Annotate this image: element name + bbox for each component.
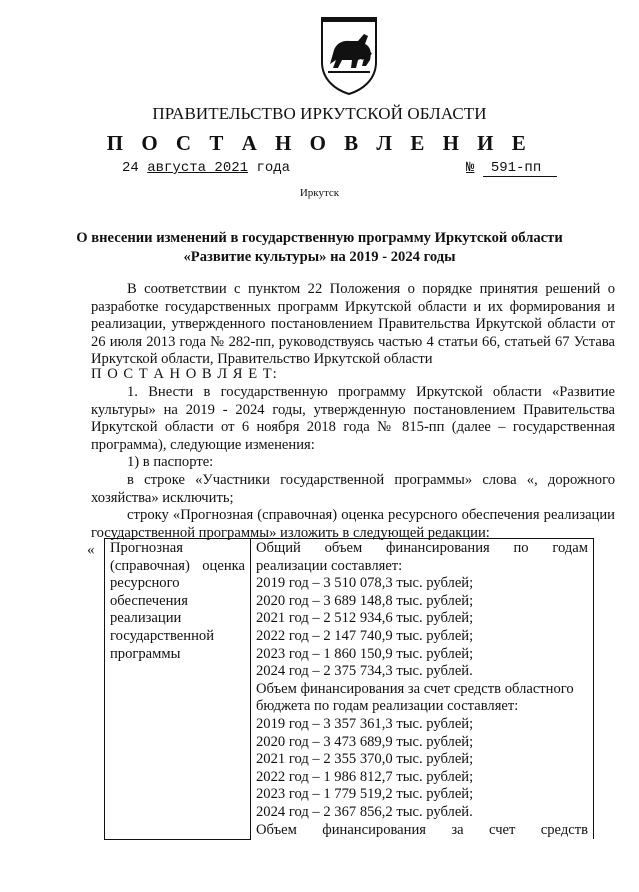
resolution bbox=[91, 366, 615, 384]
list-item: 2019 год – 3 510 078,3 тыс. рублей; bbox=[256, 575, 474, 592]
list-item: 2022 год – 2 147 740,9 тыс. рублей; bbox=[256, 627, 474, 644]
paragraph-participants: в строке «Участники государственной программы» слова «, дорожного хозяйства» исключить; bbox=[91, 471, 615, 506]
number-sign: № bbox=[466, 160, 475, 176]
point-1 bbox=[91, 384, 615, 542]
list-item: 2023 год – 1 779 519,2 тыс. рублей; bbox=[256, 786, 474, 803]
list-item: 2021 год – 2 512 934,6 тыс. рублей; bbox=[256, 610, 474, 627]
list-item: 2022 год – 1 986 812,7 тыс. рублей; bbox=[256, 768, 474, 785]
document-title bbox=[0, 229, 639, 267]
row-label-line: программы bbox=[110, 645, 181, 662]
regional-heading-line: бюджета по годам реализации составляет: bbox=[256, 698, 519, 715]
list-item: 2020 год – 3 689 148,8 тыс. рублей; bbox=[256, 592, 474, 609]
resource-table bbox=[104, 538, 594, 840]
paragraph-passport: 1) в паспорте: bbox=[127, 454, 214, 471]
date-suffix: года bbox=[256, 160, 291, 176]
government-name: ПРАВИТЕЛЬСТВО ИРКУТСКОЙ ОБЛАСТИ bbox=[152, 104, 487, 123]
row-label-line: государственной bbox=[110, 627, 215, 644]
regional-heading-line: Объем финансирования за счет средств областного bbox=[256, 680, 574, 697]
opening-quote: « bbox=[87, 542, 95, 558]
document-type: П О С Т А Н О В Л Е Н И Е bbox=[106, 131, 533, 155]
row-label-line: обеспечения bbox=[110, 592, 188, 609]
irkutsk-coat-of-arms-icon bbox=[318, 14, 380, 96]
last-line: Объем финансирования за счет средств bbox=[256, 821, 588, 838]
resolves-word: П О С Т А Н О В Л Я Е Т: bbox=[91, 366, 278, 382]
row-label-line: ресурсного bbox=[110, 575, 180, 592]
paragraph-point-1: 1. Внести в государственную программу Иркутской области «Развитие культуры» на 2019 - 2024 годы, утвержденную постановлением Правительства Иркутской области от 6 ноября 2018 года № 815-пп (далее – государственная программа), следующие изменения: bbox=[91, 384, 615, 453]
row-label-line: реализации bbox=[110, 610, 182, 627]
list-item: 2019 год – 3 357 361,3 тыс. рублей; bbox=[256, 715, 474, 732]
row-value-cell bbox=[251, 539, 594, 840]
title-line-1: О внесении изменений в государственную программу Иркутской области bbox=[76, 230, 563, 246]
date-month-year: августа 2021 bbox=[147, 160, 249, 176]
list-item: 2024 год – 2 375 734,3 тыс. рублей. bbox=[256, 663, 473, 680]
list-item: 2020 год – 3 473 689,9 тыс. рублей; bbox=[256, 733, 474, 750]
number-value: 591-пп bbox=[483, 160, 557, 177]
document-number bbox=[466, 160, 557, 177]
preamble bbox=[91, 281, 615, 369]
list-item: 2024 год – 2 367 856,2 тыс. рублей. bbox=[256, 803, 473, 820]
document-date bbox=[122, 160, 290, 176]
city: Иркутск bbox=[299, 187, 340, 199]
row-label-line: Прогнозная bbox=[110, 540, 183, 556]
total-heading-line: Общий объем финансирования по годам bbox=[256, 540, 588, 556]
row-label-line: (справочная) оценка bbox=[110, 557, 245, 574]
date-day: 24 bbox=[122, 160, 139, 176]
table-row bbox=[105, 539, 594, 840]
list-item: 2021 год – 2 355 370,0 тыс. рублей; bbox=[256, 751, 474, 768]
paragraph-resources: строку «Прогнозная (справочная) оценка ресурсного обеспечения реализации государственной программы» изложить в следующей редакции: bbox=[91, 507, 615, 541]
paragraph-preamble: В соответствии с пунктом 22 Положения о порядке принятия решений о разработке государственных программ Иркутской области и их формирования и реализации, утвержденного постановлением Правительства Иркутской области от 26 июля 2013 года № 282-пп, руководствуясь частью 4 статьи 66, статьей 67 Устава Иркутской области, Правительство Иркутской области bbox=[91, 281, 615, 368]
title-line-2: «Развитие культуры» на 2019 - 2024 годы bbox=[183, 249, 456, 265]
row-label-cell bbox=[105, 539, 251, 840]
list-item: 2023 год – 1 860 150,9 тыс. рублей; bbox=[256, 645, 474, 662]
total-heading-line: реализации составляет: bbox=[256, 557, 403, 574]
